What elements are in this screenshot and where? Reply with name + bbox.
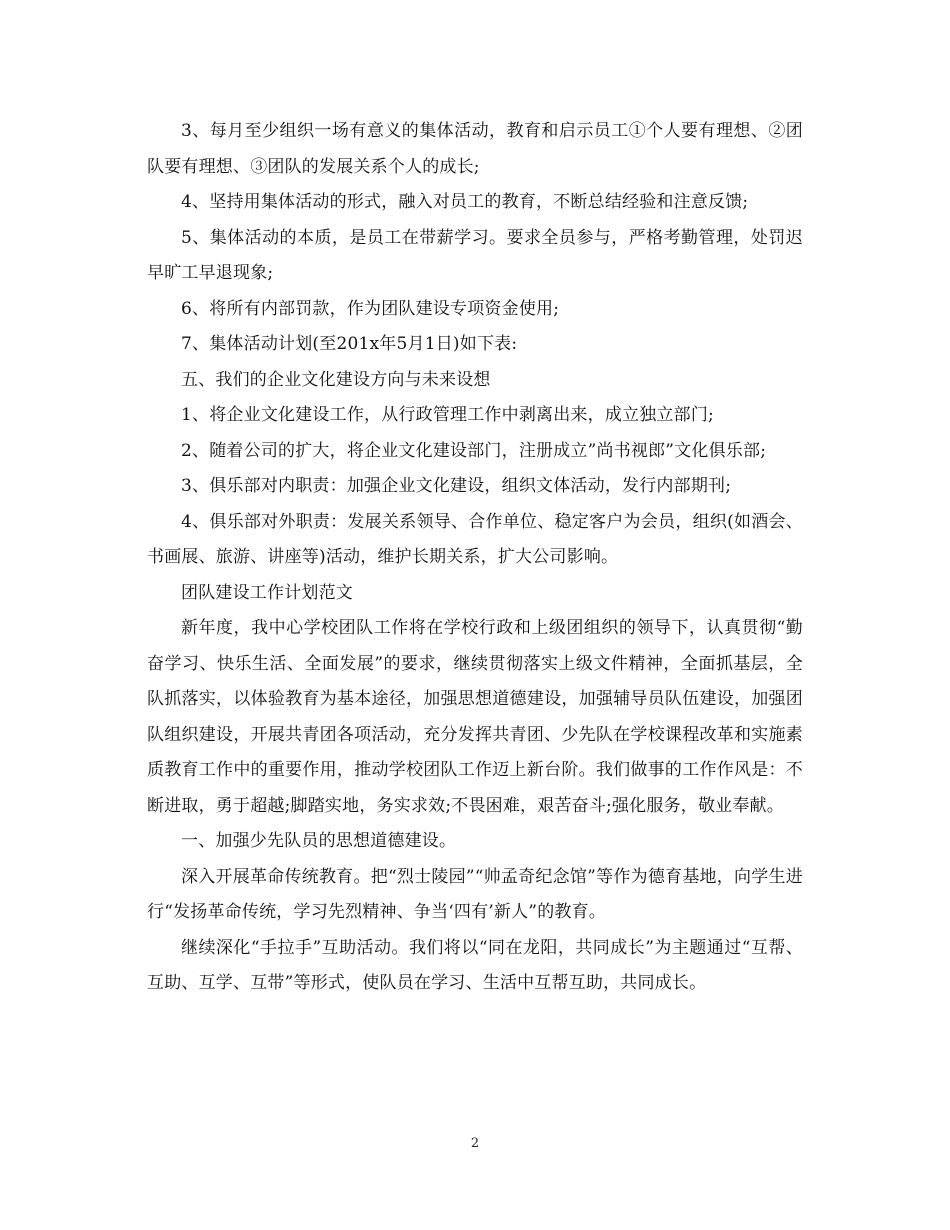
paragraph-5: 7、集体活动计划(至201x年5月1日)如下表:: [181, 334, 518, 354]
paragraph-1: 3、每月至少组织一场有意义的集体活动，教育和启示员工①个人要有理想、②团队要有理想、③团队的发展关系个人的成长;: [147, 121, 803, 177]
section-heading-5: 五、我们的企业文化建设方向与未来设想: [181, 369, 491, 390]
paragraph-9: 3、俱乐部对内职责：加强企业文化建设，组织文体活动，发行内部期刊;: [181, 476, 732, 496]
paragraph-10: 4、俱乐部对外职责：发展关系领导、合作单位、稳定客户为会员，组织(如酒会、书画展、旅游、讲座等)活动，维护长期关系，扩大公司影响。: [147, 511, 803, 567]
document-body: [147, 114, 803, 1002]
paragraph-4: 6、将所有内部罚款，作为团队建设专项资金使用;: [181, 298, 560, 319]
page-number: 2: [470, 1136, 480, 1151]
paragraph-8: 2、随着公司的扩大，将企业文化建设部门，注册成立”尚书视郎”文化俱乐部;: [181, 440, 767, 461]
section-heading-1: 一、加强少先队员的思想道德建设。: [181, 831, 457, 851]
paragraph-15: 继续深化“手拉手”互助活动。我们将以“同在龙阳，共同成长”为主题通过“互帮、互助、互学、互带”等形式，使队员在学习、生活中互帮互助，共同成长。: [147, 937, 803, 993]
article-title: 团队建设工作计划范文: [181, 582, 353, 603]
paragraph-3: 5、集体活动的本质，是员工在带薪学习。要求全员参与，严格考勤管理，处罚迟早旷工早退现象;: [147, 227, 803, 283]
paragraph-2: 4、坚持用集体活动的形式，融入对员工的教育，不断总结经验和注意反馈;: [181, 192, 749, 212]
paragraph-12: 新年度，我中心学校团队工作将在学校行政和上级团组织的领导下，认真贯彻“勤奋学习、快乐生活、全面发展”的要求，继续贯彻落实上级文件精神，全面抓基层，全队抓落实，以体验教育为基本途径，加强思想道德建设，加强辅导员队伍建设，加强团队组织建设，开展共青团各项活动，充分发挥共青团、少先队在学校课程改革和实施素质教育工作中的重要作用，推动学校团队工作迈上新台阶。我们做事的工作作风是：不断进取，勇于超越;脚踏实地，务实求效;不畏困难，艰苦奋斗;强化服务，敬业奉献。: [147, 618, 803, 816]
paragraph-14: 深入开展革命传统教育。把“烈士陵园”“帅孟奇纪念馆”等作为德育基地，向学生进行“发扬革命传统，学习先烈精神、争当‘四有’新人”的教育。: [147, 866, 803, 922]
paragraph-7: 1、将企业文化建设工作，从行政管理工作中剥离出来，成立独立部门;: [181, 405, 714, 425]
